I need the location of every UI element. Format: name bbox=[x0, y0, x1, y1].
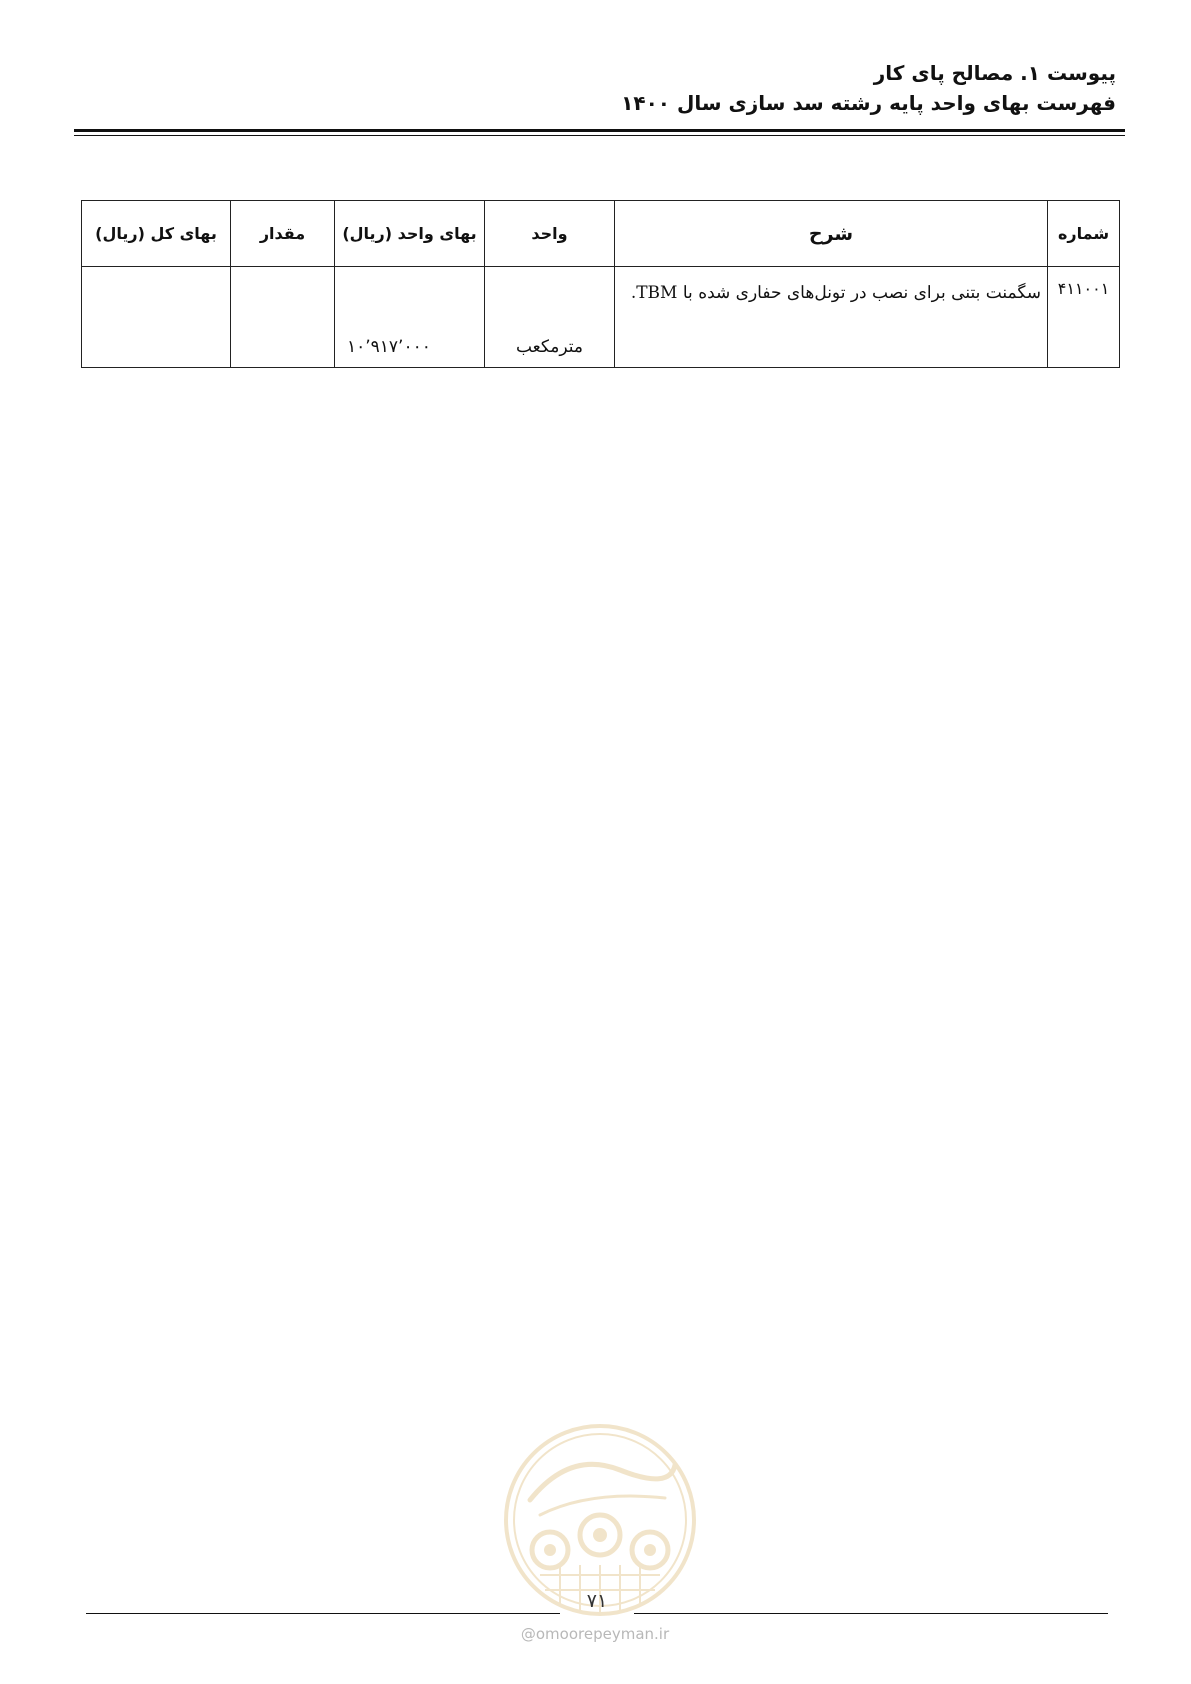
item-unit-price: ۱۰٬۹۱۷٬۰۰۰ bbox=[335, 267, 485, 368]
site-url-text: omoorepeyman.ir bbox=[535, 1625, 670, 1643]
appendix-title: پیوست ۱. مصالح پای کار bbox=[873, 61, 1116, 85]
column-header-code: شماره bbox=[1048, 201, 1120, 267]
page-number: ۷۱ bbox=[586, 1590, 608, 1612]
item-description: سگمنت بتنی برای نصب در تونل‌های حفاری شده با TBM. bbox=[615, 267, 1048, 368]
item-quantity bbox=[231, 267, 335, 368]
page-header bbox=[66, 58, 1116, 118]
at-sign-icon: @ bbox=[520, 1625, 536, 1643]
table-header-row bbox=[82, 201, 1120, 267]
column-header-description: شرح bbox=[615, 201, 1048, 267]
item-code: ۴۱۱۰۰۱ bbox=[1048, 267, 1120, 368]
price-list-table bbox=[81, 200, 1120, 368]
footer-divider-left bbox=[86, 1613, 560, 1614]
header-divider-thick bbox=[74, 129, 1125, 132]
column-header-total-price: بهای کل (ریال) bbox=[82, 201, 231, 267]
document-title: فهرست بهای واحد پایه رشته سد سازی سال ۱۴۰۰ bbox=[621, 91, 1116, 115]
column-header-unit: واحد bbox=[485, 201, 615, 267]
header-divider-thin bbox=[74, 135, 1125, 136]
column-header-quantity: مقدار bbox=[231, 201, 335, 267]
item-total-price bbox=[82, 267, 231, 368]
site-url bbox=[495, 1625, 695, 1643]
column-header-unit-price: بهای واحد (ریال) bbox=[335, 201, 485, 267]
table-row bbox=[82, 267, 1120, 368]
item-unit: مترمکعب bbox=[485, 267, 615, 368]
footer-divider-right bbox=[634, 1613, 1108, 1614]
